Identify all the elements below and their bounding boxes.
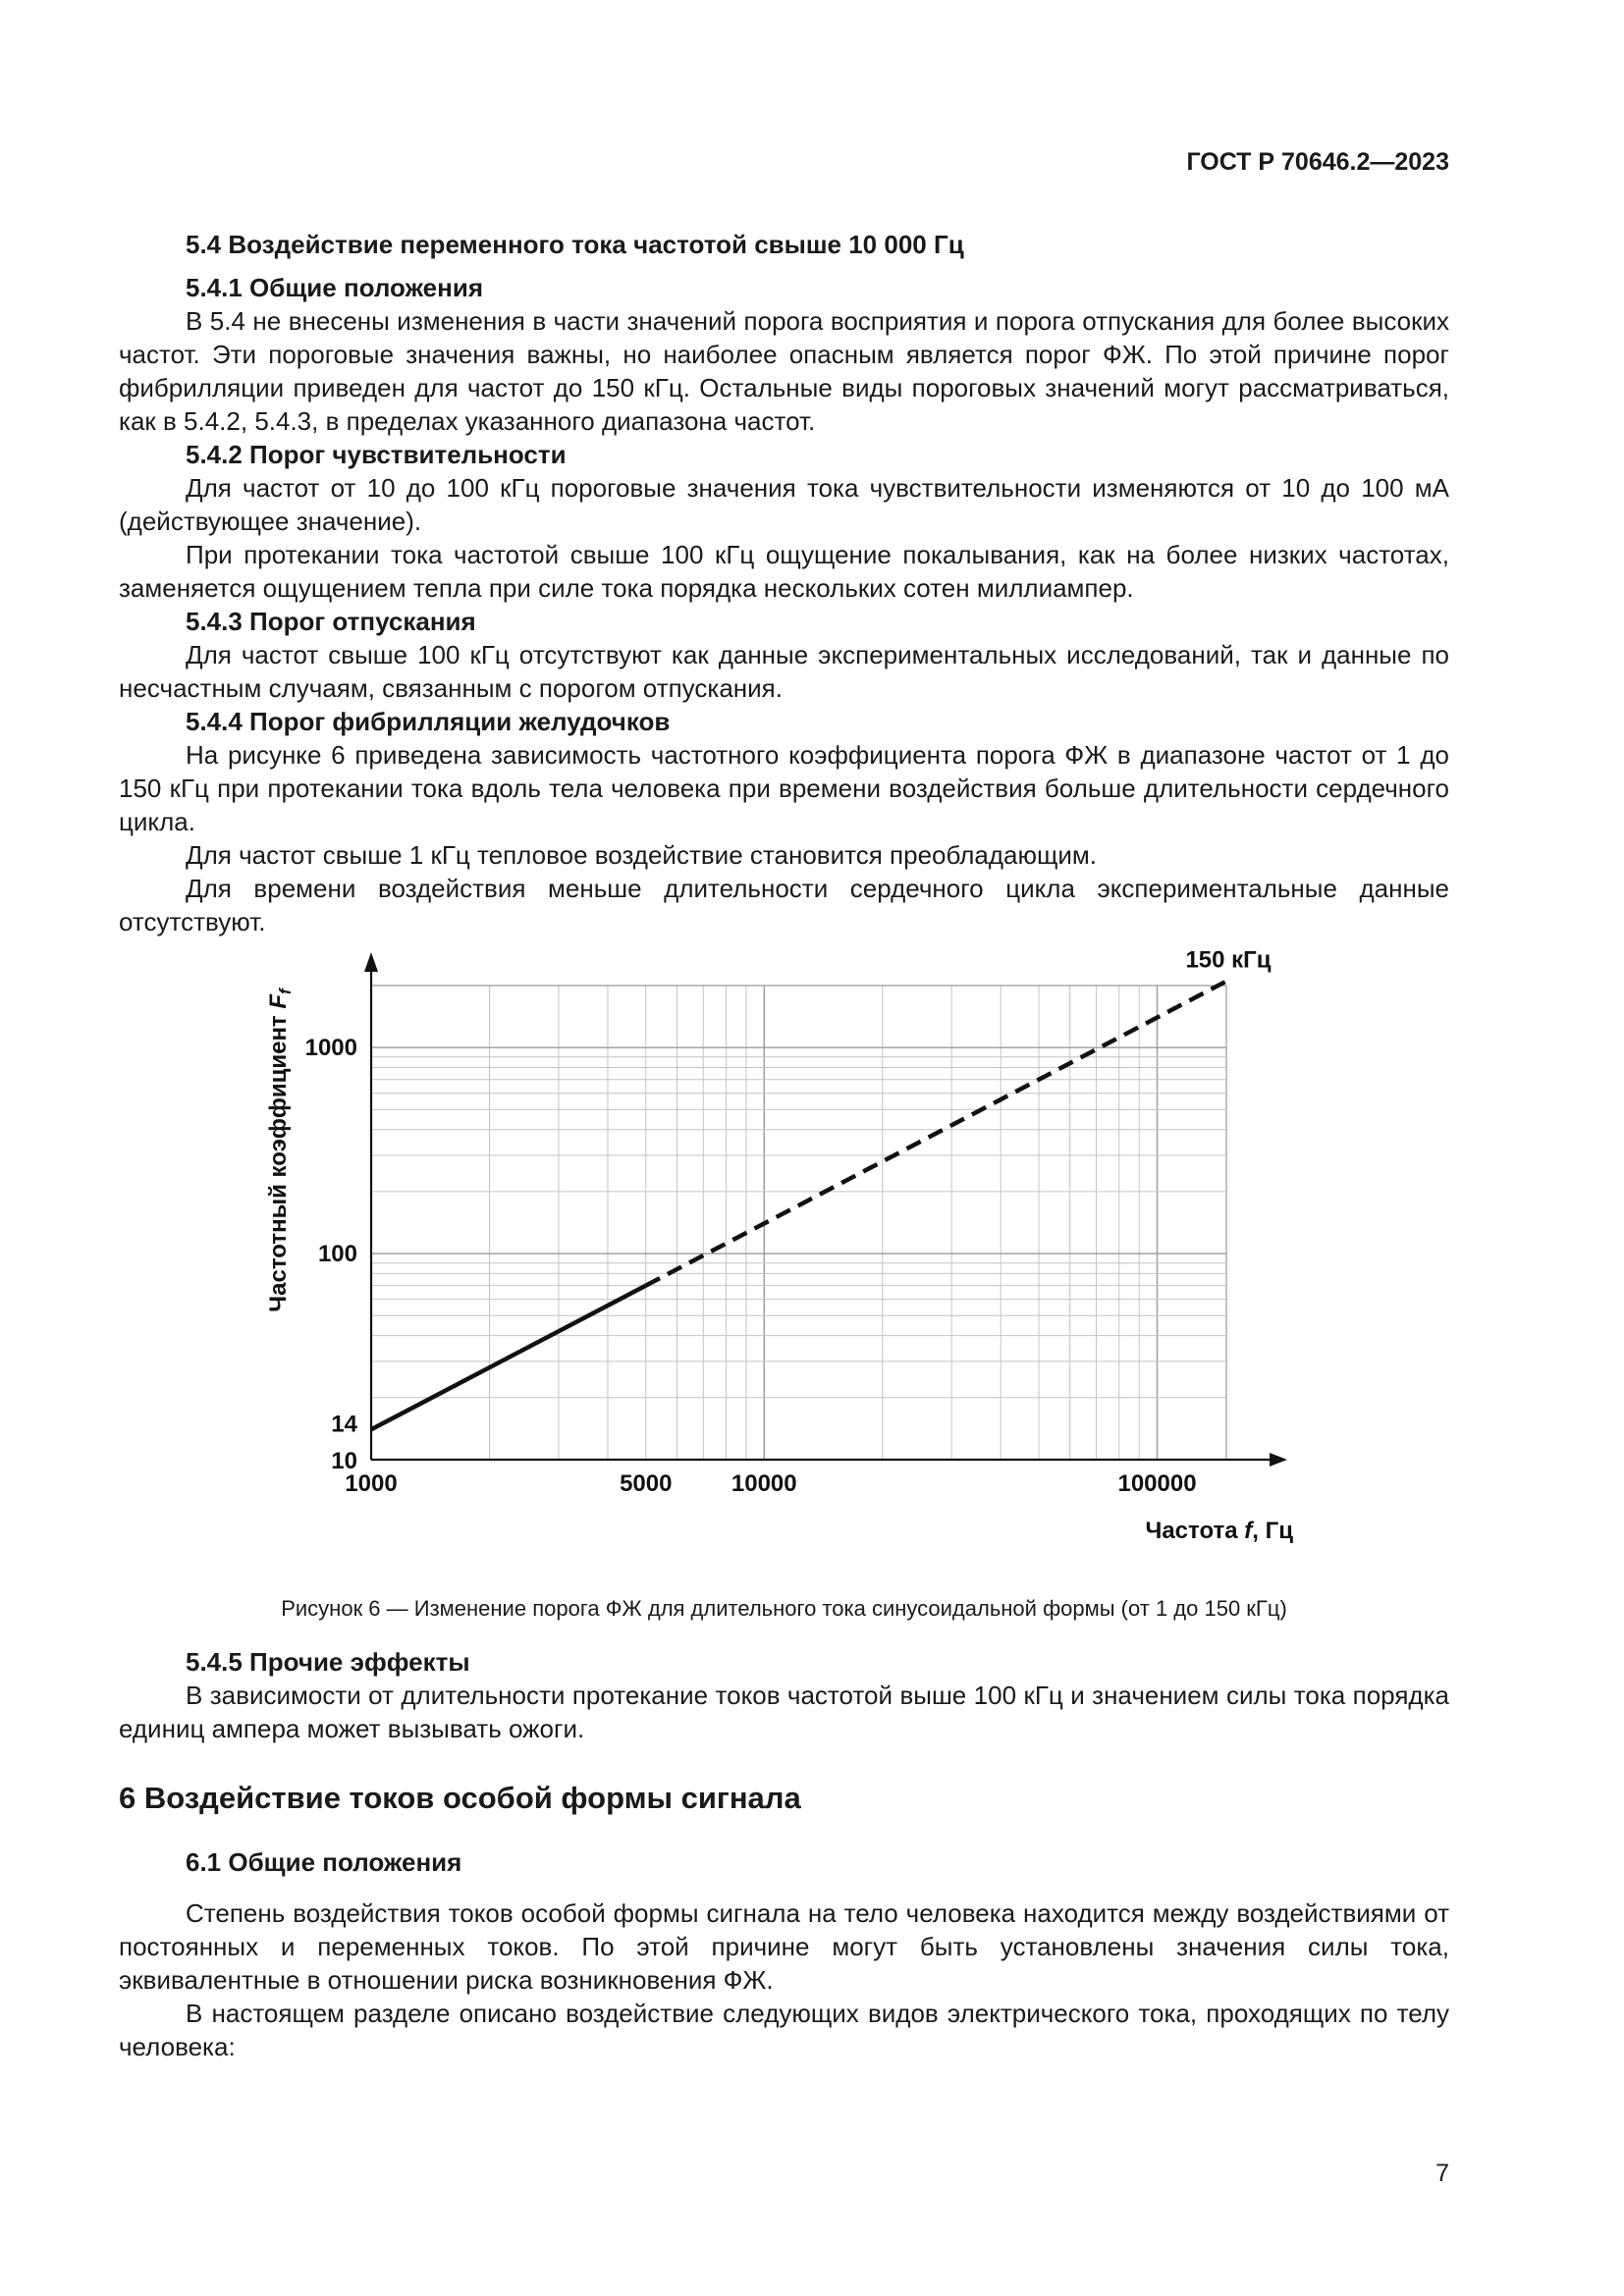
annotation-150-khz: 150 кГц: [1185, 946, 1272, 974]
figure-6: [119, 944, 1449, 1594]
section-6-1-paragraph-2: В настоящем разделе описано воздействие следующих видов электрического тока, проходящих по телу человека:: [119, 1999, 1449, 2061]
section-5-4-4-paragraph-1: На рисунке 6 приведена зависимость частотного коэффициента порога ФЖ в диапазоне частот от 1 до 150 кГц при протекании тока вдоль тела человека при времени воздействия больше длительности сердечного цикла.: [119, 740, 1449, 836]
chart-series: [371, 982, 1226, 1430]
section-5-4-2-paragraph-2: При протекании тока частотой свыше 100 кГц ощущение покалывания, как на более низких частотах, заменяется ощущением тепла при силе тока порядка нескольких сотен миллиампер.: [119, 540, 1449, 603]
x-tick-label: 10000: [731, 1470, 797, 1497]
y-tick-label: 14: [331, 1411, 357, 1438]
series-line-solid: [371, 1286, 646, 1430]
main-content: [119, 228, 1449, 2063]
x-tick-label: 5000: [620, 1470, 673, 1497]
fibrillation-threshold-chart: [119, 944, 1449, 1594]
section-5-4-4-title: 5.4.4 Порог фибрилляции желудочков: [186, 707, 671, 736]
section-5-4-1-paragraph: В 5.4 не внесены изменения в части значений порога восприятия и порога отпускания для более высоких частот. Эти пороговые значения важны, но наиболее опасным является порог ФЖ. По этой причине порог фибрилляции приведен для частот до 150 кГц. Остальные виды пороговых значений могут рассматриваться, как в 5.4.2, 5.4.3, в пределах указанного диапазона частот.: [119, 306, 1449, 436]
section-5-4-5-paragraph: В зависимости от длительности протекание токов частотой выше 100 кГц и значением силы тока порядка единиц ампера может вызывать ожоги.: [119, 1681, 1449, 1743]
y-axis-title: Частотный коэффициент $F_f$: [265, 988, 295, 1312]
x-axis-title: Частота f, Гц: [1145, 1518, 1293, 1544]
section-5-4-2-paragraph-1: Для частот от 10 до 100 кГц пороговые значения тока чувствительности изменяются от 10 до 100 мА (действующее значение).: [119, 473, 1449, 536]
y-tick-label: 10: [331, 1448, 357, 1474]
x-axis-arrow: [1270, 1453, 1287, 1467]
y-tick-label: 1000: [304, 1035, 357, 1062]
section-5-4-4-paragraph-3: Для времени воздействия меньше длительности сердечного цикла экспериментальные данные отсутствуют.: [119, 874, 1449, 936]
section-5-4-title: 5.4 Воздействие переменного тока частотой свыше 10 000 Гц: [186, 230, 964, 259]
section-5-4-4-paragraph-2: Для частот свыше 1 кГц тепловое воздействие становится преобладающим.: [186, 840, 1097, 870]
section-6-1-title: 6.1 Общие положения: [186, 1847, 462, 1877]
section-5-4-5-title: 5.4.5 Прочие эффекты: [186, 1647, 470, 1677]
figure-6-caption: Рисунок 6 — Изменение порога ФЖ для длительного тока синусоидальной формы (от 1 до 150 кГц): [281, 1596, 1287, 1621]
chart-axes: [364, 952, 1287, 1467]
y-axis-arrow: [364, 952, 378, 972]
chart-tick-labels: [305, 1035, 1197, 1497]
y-tick-label: 100: [317, 1241, 357, 1268]
section-5-4-3-paragraph: Для частот свыше 100 кГц отсутствуют как данные экспериментальных исследований, так и данные по несчастным случаям, связанным с порогом отпускания.: [119, 640, 1449, 703]
section-5-4-2-title: 5.4.2 Порог чувствительности: [186, 440, 567, 469]
x-tick-label: 100000: [1117, 1470, 1197, 1497]
chart-grid: [371, 986, 1226, 1460]
section-6-title: 6 Воздействие токов особой формы сигнала: [119, 1781, 801, 1815]
section-6-1-paragraph-1: Степень воздействия токов особой формы сигнала на тело человека находится между воздействиями от постоянных и переменных токов. По этой причине могут быть установлены значения силы тока, эквивалентные в отношении риска возникновения ФЖ.: [119, 1898, 1449, 1995]
document-id: ГОСТ Р 70646.2—2023: [1186, 148, 1449, 176]
x-tick-label: 1000: [345, 1470, 398, 1497]
section-5-4-3-title: 5.4.3 Порог отпускания: [186, 607, 476, 636]
page-number: 7: [1435, 2160, 1449, 2187]
section-5-4-1-title: 5.4.1 Общие положения: [186, 273, 483, 302]
